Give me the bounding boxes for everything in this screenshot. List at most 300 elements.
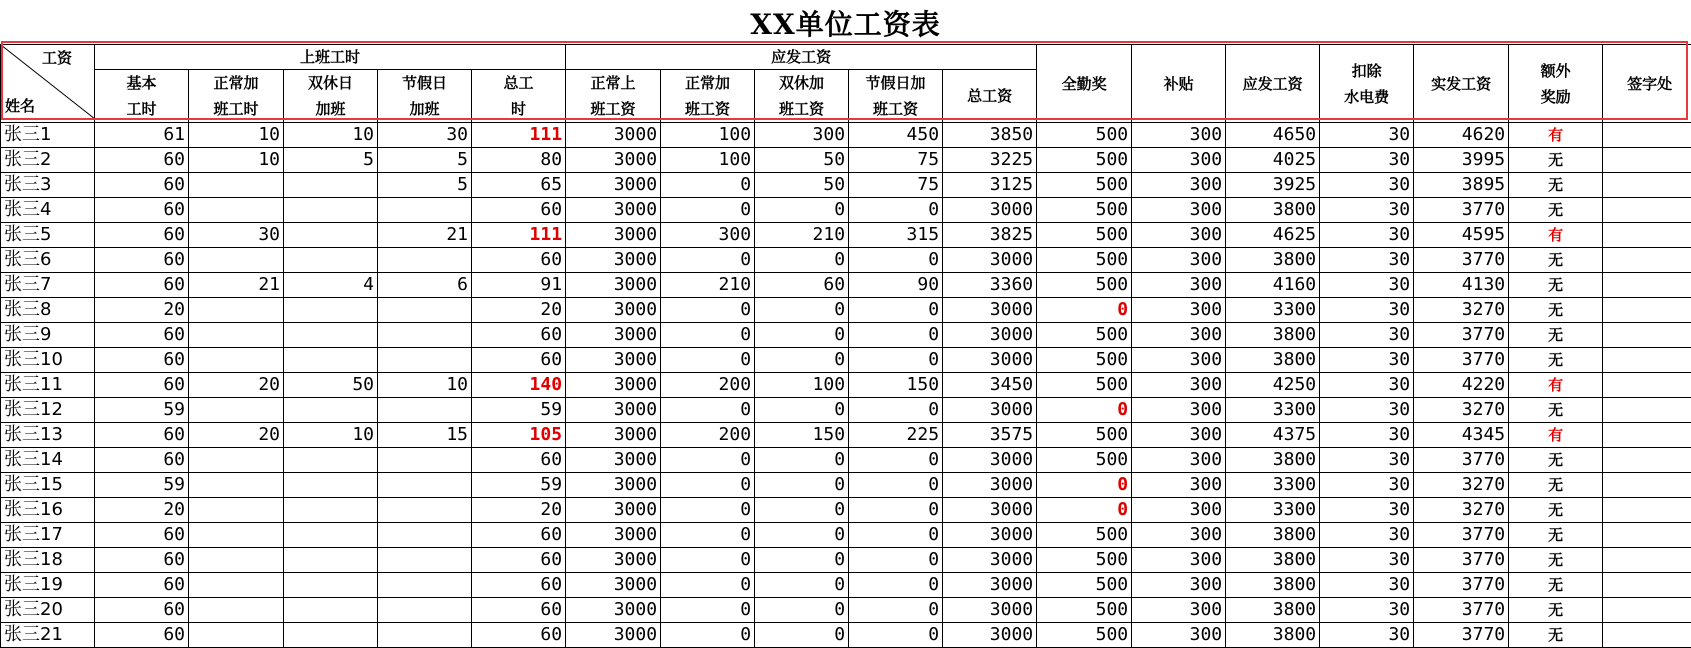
cell-bonus: 500: [1037, 223, 1132, 248]
cell-total-pay: 3360: [943, 273, 1037, 298]
cell-weekend: [284, 223, 378, 248]
cell-extra: 无: [1509, 323, 1603, 348]
cell-ot-pay: 0: [661, 573, 755, 598]
cell-ot-pay: 0: [661, 548, 755, 573]
cell-holiday-pay: 315: [849, 223, 943, 248]
cell-extra: 无: [1509, 248, 1603, 273]
cell-holiday: [378, 548, 472, 573]
cell-weekend-pay: 150: [755, 423, 849, 448]
cell-regular-pay: 3000: [566, 523, 661, 548]
cell-signature: [1603, 123, 1691, 148]
cell-total-pay: 3000: [943, 248, 1037, 273]
cell-regular-pay: 3000: [566, 223, 661, 248]
cell-bonus: 500: [1037, 598, 1132, 623]
cell-subsidy: 300: [1132, 573, 1226, 598]
cell-weekend-pay: 0: [755, 623, 849, 648]
cell-extra: 有: [1509, 223, 1603, 248]
cell-total-hours: 91: [472, 273, 566, 298]
cell-signature: [1603, 398, 1691, 423]
cell-holiday: [378, 523, 472, 548]
cell-weekend-pay: 0: [755, 573, 849, 598]
cell-bonus: 0: [1037, 398, 1132, 423]
cell-gross: 3800: [1226, 448, 1320, 473]
cell-total-hours: 60: [472, 573, 566, 598]
cell-ot: [189, 623, 284, 648]
cell-weekend: 5: [284, 148, 378, 173]
cell-ot-pay: 200: [661, 423, 755, 448]
cell-extra: 无: [1509, 198, 1603, 223]
cell-bonus: 500: [1037, 548, 1132, 573]
cell-ot-pay: 0: [661, 198, 755, 223]
cell-subsidy: 300: [1132, 623, 1226, 648]
cell-signature: [1603, 148, 1691, 173]
cell-subsidy: 300: [1132, 198, 1226, 223]
cell-subsidy: 300: [1132, 348, 1226, 373]
cell-gross: 4025: [1226, 148, 1320, 173]
cell-holiday-pay: 75: [849, 173, 943, 198]
cell-utility: 30: [1320, 323, 1414, 348]
cell-weekend-pay: 0: [755, 348, 849, 373]
cell-subsidy: 300: [1132, 598, 1226, 623]
cell-bonus: 500: [1037, 173, 1132, 198]
cell-gross: 3800: [1226, 548, 1320, 573]
cell-total-pay: 3000: [943, 298, 1037, 323]
cell-signature: [1603, 198, 1691, 223]
cell-name: 张三17: [1, 523, 95, 548]
cell-ot-pay: 0: [661, 473, 755, 498]
cell-regular-pay: 3000: [566, 573, 661, 598]
cell-gross: 3925: [1226, 173, 1320, 198]
cell-weekend-pay: 0: [755, 298, 849, 323]
cell-ot-pay: 0: [661, 498, 755, 523]
cell-gross: 3800: [1226, 598, 1320, 623]
cell-net: 3770: [1414, 548, 1509, 573]
cell-total-hours: 105: [472, 423, 566, 448]
table-row: [1, 173, 1691, 198]
cell-weekend: 10: [284, 423, 378, 448]
cell-ot: [189, 473, 284, 498]
cell-regular-pay: 3000: [566, 548, 661, 573]
cell-gross: 3300: [1226, 498, 1320, 523]
cell-name: 张三20: [1, 598, 95, 623]
cell-regular-pay: 3000: [566, 298, 661, 323]
cell-subsidy: 300: [1132, 523, 1226, 548]
cell-bonus: 500: [1037, 348, 1132, 373]
cell-signature: [1603, 448, 1691, 473]
cell-bonus: 500: [1037, 448, 1132, 473]
cell-subsidy: 300: [1132, 423, 1226, 448]
cell-total-pay: 3000: [943, 473, 1037, 498]
cell-regular-pay: 3000: [566, 473, 661, 498]
cell-extra: 无: [1509, 298, 1603, 323]
cell-bonus: 500: [1037, 273, 1132, 298]
cell-total-pay: 3825: [943, 223, 1037, 248]
cell-utility: 30: [1320, 573, 1414, 598]
cell-base: 60: [95, 423, 189, 448]
cell-utility: 30: [1320, 423, 1414, 448]
cell-net: 3270: [1414, 473, 1509, 498]
cell-ot-pay: 0: [661, 623, 755, 648]
cell-utility: 30: [1320, 448, 1414, 473]
cell-utility: 30: [1320, 298, 1414, 323]
cell-base: 60: [95, 273, 189, 298]
cell-extra: 无: [1509, 548, 1603, 573]
cell-name: 张三9: [1, 323, 95, 348]
cell-weekend: [284, 348, 378, 373]
cell-extra: 无: [1509, 573, 1603, 598]
cell-name: 张三21: [1, 623, 95, 648]
cell-extra: 无: [1509, 623, 1603, 648]
cell-regular-pay: 3000: [566, 123, 661, 148]
cell-weekend-pay: 210: [755, 223, 849, 248]
cell-holiday-pay: 0: [849, 473, 943, 498]
cell-ot-pay: 100: [661, 148, 755, 173]
cell-total-hours: 60: [472, 548, 566, 573]
cell-total-hours: 59: [472, 473, 566, 498]
cell-utility: 30: [1320, 173, 1414, 198]
table-row: [1, 123, 1691, 148]
cell-net: 3270: [1414, 298, 1509, 323]
cell-total-hours: 60: [472, 523, 566, 548]
cell-ot: [189, 248, 284, 273]
cell-name: 张三14: [1, 448, 95, 473]
cell-net: 3770: [1414, 573, 1509, 598]
cell-base: 60: [95, 373, 189, 398]
cell-gross: 4625: [1226, 223, 1320, 248]
cell-net: 3895: [1414, 173, 1509, 198]
cell-total-hours: 60: [472, 248, 566, 273]
cell-net: 3770: [1414, 198, 1509, 223]
cell-holiday-pay: 0: [849, 498, 943, 523]
cell-base: 60: [95, 548, 189, 573]
cell-holiday: 21: [378, 223, 472, 248]
cell-holiday: 5: [378, 173, 472, 198]
cell-total-hours: 111: [472, 223, 566, 248]
cell-base: 60: [95, 323, 189, 348]
cell-weekend: 50: [284, 373, 378, 398]
cell-holiday: 6: [378, 273, 472, 298]
cell-total-pay: 3000: [943, 498, 1037, 523]
cell-regular-pay: 3000: [566, 623, 661, 648]
cell-base: 59: [95, 473, 189, 498]
cell-total-pay: 3000: [943, 548, 1037, 573]
cell-holiday: 15: [378, 423, 472, 448]
cell-base: 60: [95, 148, 189, 173]
cell-base: 60: [95, 523, 189, 548]
cell-extra: 无: [1509, 398, 1603, 423]
cell-ot: [189, 173, 284, 198]
cell-gross: 3800: [1226, 348, 1320, 373]
cell-extra: 有: [1509, 423, 1603, 448]
cell-net: 4595: [1414, 223, 1509, 248]
cell-utility: 30: [1320, 273, 1414, 298]
cell-bonus: 0: [1037, 298, 1132, 323]
cell-signature: [1603, 598, 1691, 623]
cell-name: 张三7: [1, 273, 95, 298]
cell-regular-pay: 3000: [566, 373, 661, 398]
cell-ot-pay: 210: [661, 273, 755, 298]
cell-base: 60: [95, 623, 189, 648]
cell-ot-pay: 0: [661, 523, 755, 548]
table-row: [1, 273, 1691, 298]
cell-holiday-pay: 0: [849, 348, 943, 373]
cell-name: 张三8: [1, 298, 95, 323]
cell-holiday-pay: 90: [849, 273, 943, 298]
cell-holiday: [378, 448, 472, 473]
cell-total-pay: 3000: [943, 198, 1037, 223]
cell-subsidy: 300: [1132, 323, 1226, 348]
cell-subsidy: 300: [1132, 373, 1226, 398]
cell-total-pay: 3000: [943, 523, 1037, 548]
cell-holiday-pay: 225: [849, 423, 943, 448]
table-row: [1, 523, 1691, 548]
cell-weekend-pay: 0: [755, 448, 849, 473]
cell-name: 张三19: [1, 573, 95, 598]
cell-holiday-pay: 0: [849, 548, 943, 573]
cell-weekend: 4: [284, 273, 378, 298]
cell-ot-pay: 0: [661, 348, 755, 373]
cell-weekend: [284, 448, 378, 473]
cell-total-hours: 60: [472, 323, 566, 348]
cell-holiday: 10: [378, 373, 472, 398]
cell-extra: 无: [1509, 498, 1603, 523]
cell-net: 3770: [1414, 623, 1509, 648]
cell-net: 3270: [1414, 398, 1509, 423]
cell-ot-pay: 0: [661, 598, 755, 623]
table-body: [1, 123, 1691, 648]
cell-weekend-pay: 0: [755, 473, 849, 498]
cell-holiday-pay: 0: [849, 398, 943, 423]
cell-signature: [1603, 298, 1691, 323]
cell-holiday: [378, 623, 472, 648]
header-signature: 签字处: [1603, 45, 1691, 123]
cell-name: 张三1: [1, 123, 95, 148]
cell-bonus: 500: [1037, 423, 1132, 448]
table-row: [1, 498, 1691, 523]
cell-subsidy: 300: [1132, 398, 1226, 423]
cell-ot-pay: 0: [661, 173, 755, 198]
cell-total-hours: 140: [472, 373, 566, 398]
cell-ot-pay: 200: [661, 373, 755, 398]
table-row: [1, 473, 1691, 498]
cell-ot: [189, 598, 284, 623]
cell-ot-pay: 0: [661, 448, 755, 473]
cell-holiday-pay: 0: [849, 323, 943, 348]
cell-utility: 30: [1320, 148, 1414, 173]
cell-base: 61: [95, 123, 189, 148]
cell-regular-pay: 3000: [566, 423, 661, 448]
cell-extra: 无: [1509, 473, 1603, 498]
table-row: [1, 548, 1691, 573]
cell-signature: [1603, 498, 1691, 523]
cell-utility: 30: [1320, 248, 1414, 273]
cell-base: 60: [95, 248, 189, 273]
header-attendance-bonus: 全勤奖: [1037, 45, 1132, 123]
cell-subsidy: 300: [1132, 473, 1226, 498]
cell-ot: 10: [189, 123, 284, 148]
cell-ot: 21: [189, 273, 284, 298]
cell-holiday-pay: 0: [849, 198, 943, 223]
table-row: [1, 398, 1691, 423]
cell-total-pay: 3000: [943, 323, 1037, 348]
cell-gross: 4250: [1226, 373, 1320, 398]
cell-weekend: [284, 623, 378, 648]
cell-ot: [189, 398, 284, 423]
cell-ot: 20: [189, 423, 284, 448]
cell-net: 4130: [1414, 273, 1509, 298]
cell-ot: [189, 298, 284, 323]
cell-ot: [189, 573, 284, 598]
cell-gross: 3800: [1226, 523, 1320, 548]
cell-holiday-pay: 150: [849, 373, 943, 398]
cell-total-pay: 3000: [943, 348, 1037, 373]
cell-signature: [1603, 223, 1691, 248]
cell-signature: [1603, 548, 1691, 573]
cell-gross: 3800: [1226, 323, 1320, 348]
salary-table: [0, 44, 1691, 648]
header-net-pay: 实发工资: [1414, 45, 1509, 123]
cell-gross: 3300: [1226, 473, 1320, 498]
cell-name: 张三13: [1, 423, 95, 448]
header-overtime-hours: 正常加 班工时: [189, 70, 284, 123]
cell-weekend-pay: 0: [755, 248, 849, 273]
cell-holiday: [378, 198, 472, 223]
header-regular-pay: 正常上 班工资: [566, 70, 661, 123]
cell-weekend: [284, 398, 378, 423]
cell-ot: [189, 198, 284, 223]
cell-ot: 10: [189, 148, 284, 173]
header-weekend-hours: 双休日 加班: [284, 70, 378, 123]
header-holiday-hours: 节假日 加班: [378, 70, 472, 123]
table-row: [1, 223, 1691, 248]
cell-extra: 无: [1509, 598, 1603, 623]
table-row: [1, 598, 1691, 623]
cell-bonus: 0: [1037, 498, 1132, 523]
cell-base: 60: [95, 223, 189, 248]
cell-ot-pay: 100: [661, 123, 755, 148]
cell-base: 60: [95, 173, 189, 198]
cell-ot: [189, 548, 284, 573]
cell-name: 张三6: [1, 248, 95, 273]
cell-base: 60: [95, 573, 189, 598]
cell-regular-pay: 3000: [566, 348, 661, 373]
table-row: [1, 573, 1691, 598]
cell-signature: [1603, 523, 1691, 548]
cell-regular-pay: 3000: [566, 498, 661, 523]
corner-top-label: 工资: [42, 48, 72, 68]
cell-regular-pay: 3000: [566, 148, 661, 173]
cell-net: 4220: [1414, 373, 1509, 398]
cell-holiday-pay: 0: [849, 298, 943, 323]
table-row: [1, 298, 1691, 323]
cell-signature: [1603, 323, 1691, 348]
cell-weekend-pay: 0: [755, 498, 849, 523]
cell-name: 张三10: [1, 348, 95, 373]
cell-weekend-pay: 0: [755, 548, 849, 573]
header-extra-reward: 额外 奖励: [1509, 45, 1603, 123]
cell-gross: 3300: [1226, 298, 1320, 323]
cell-ot: [189, 348, 284, 373]
header-total-pay: 总工资: [943, 70, 1037, 123]
cell-name: 张三2: [1, 148, 95, 173]
cell-holiday-pay: 0: [849, 598, 943, 623]
cell-base: 20: [95, 298, 189, 323]
cell-bonus: 500: [1037, 198, 1132, 223]
cell-name: 张三16: [1, 498, 95, 523]
cell-gross: 3800: [1226, 248, 1320, 273]
cell-gross: 3800: [1226, 623, 1320, 648]
cell-regular-pay: 3000: [566, 598, 661, 623]
cell-net: 3770: [1414, 323, 1509, 348]
cell-total-pay: 3575: [943, 423, 1037, 448]
cell-total-pay: 3000: [943, 623, 1037, 648]
cell-name: 张三11: [1, 373, 95, 398]
cell-ot: 20: [189, 373, 284, 398]
cell-total-pay: 3850: [943, 123, 1037, 148]
cell-subsidy: 300: [1132, 123, 1226, 148]
cell-bonus: 500: [1037, 148, 1132, 173]
cell-signature: [1603, 348, 1691, 373]
sheet-title: XX单位工资表: [0, 4, 1691, 46]
cell-extra: 有: [1509, 373, 1603, 398]
table-row: [1, 198, 1691, 223]
cell-bonus: 500: [1037, 323, 1132, 348]
cell-subsidy: 300: [1132, 173, 1226, 198]
cell-total-hours: 59: [472, 398, 566, 423]
cell-total-hours: 20: [472, 498, 566, 523]
cell-extra: 无: [1509, 523, 1603, 548]
cell-ot-pay: 0: [661, 298, 755, 323]
cell-net: 3770: [1414, 448, 1509, 473]
cell-regular-pay: 3000: [566, 198, 661, 223]
cell-name: 张三3: [1, 173, 95, 198]
table-row: [1, 348, 1691, 373]
cell-name: 张三18: [1, 548, 95, 573]
table-row: [1, 323, 1691, 348]
cell-holiday: [378, 398, 472, 423]
cell-utility: 30: [1320, 523, 1414, 548]
cell-signature: [1603, 573, 1691, 598]
cell-signature: [1603, 373, 1691, 398]
group-header-pay: 应发工资: [566, 45, 1037, 70]
cell-holiday: [378, 573, 472, 598]
cell-total-pay: 3000: [943, 448, 1037, 473]
cell-holiday: [378, 498, 472, 523]
cell-extra: 无: [1509, 273, 1603, 298]
cell-total-hours: 60: [472, 448, 566, 473]
cell-holiday-pay: 0: [849, 523, 943, 548]
cell-extra: 无: [1509, 173, 1603, 198]
cell-weekend-pay: 0: [755, 523, 849, 548]
table-row: [1, 248, 1691, 273]
cell-weekend-pay: 0: [755, 323, 849, 348]
cell-weekend: [284, 598, 378, 623]
cell-subsidy: 300: [1132, 248, 1226, 273]
cell-utility: 30: [1320, 623, 1414, 648]
cell-total-hours: 60: [472, 623, 566, 648]
cell-weekend: [284, 548, 378, 573]
cell-total-hours: 65: [472, 173, 566, 198]
cell-utility: 30: [1320, 548, 1414, 573]
cell-holiday-pay: 0: [849, 623, 943, 648]
cell-subsidy: 300: [1132, 223, 1226, 248]
cell-weekend-pay: 50: [755, 173, 849, 198]
cell-signature: [1603, 248, 1691, 273]
cell-signature: [1603, 173, 1691, 198]
cell-base: 60: [95, 348, 189, 373]
cell-signature: [1603, 423, 1691, 448]
cell-gross: 3300: [1226, 398, 1320, 423]
